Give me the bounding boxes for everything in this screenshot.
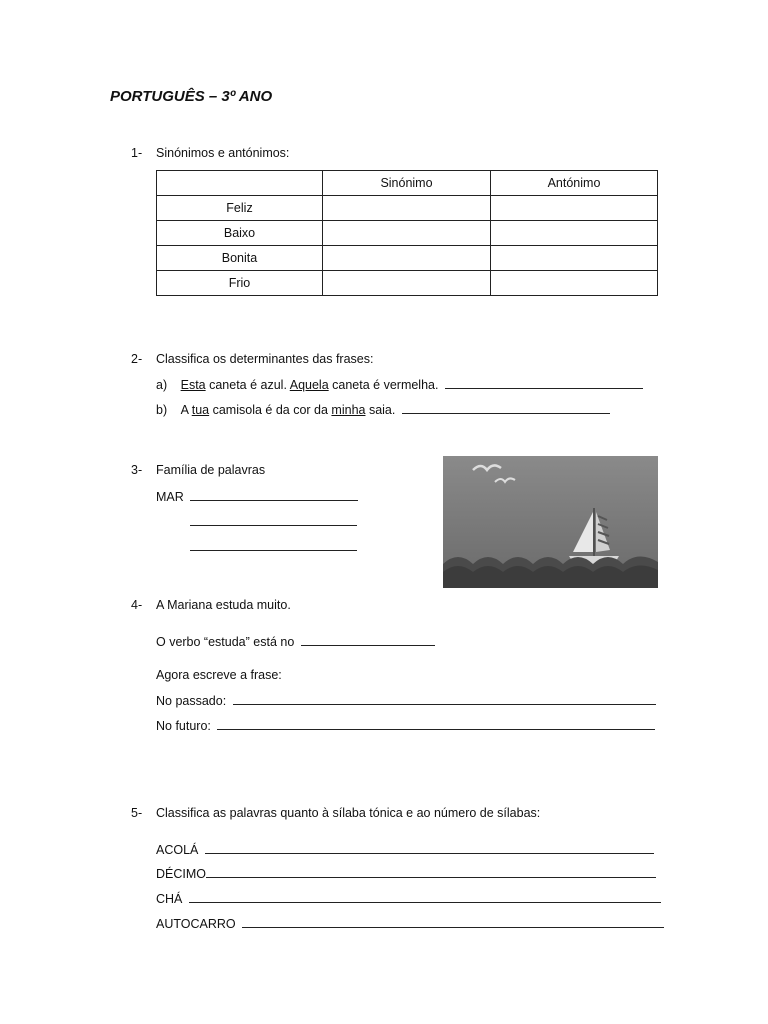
- table-header-row: [157, 171, 658, 196]
- q4-future-line: [156, 717, 655, 733]
- q5-word-line: [156, 865, 656, 881]
- q3-word: MAR: [156, 490, 184, 504]
- q4-write-text: Agora escreve a frase:: [156, 668, 282, 682]
- table-header-cell: [157, 171, 323, 196]
- table-row: [157, 246, 658, 271]
- q5-word: ACOLÁ: [156, 843, 199, 857]
- answer-cell[interactable]: [323, 221, 491, 246]
- answer-cell[interactable]: [491, 196, 658, 221]
- q2a-word1: Esta: [180, 378, 206, 392]
- q5-word-line: [156, 841, 654, 857]
- answer-cell[interactable]: [491, 271, 658, 296]
- answer-cell[interactable]: [323, 196, 491, 221]
- answer-cell[interactable]: [323, 246, 491, 271]
- q2a-line: [156, 376, 643, 392]
- answer-cell[interactable]: [491, 246, 658, 271]
- q4-text: A Mariana estuda muito.: [156, 598, 291, 612]
- table-row: [157, 196, 658, 221]
- q5-word: DÉCIMO: [156, 867, 206, 881]
- q5-word: CHÁ: [156, 892, 183, 906]
- page-title: PORTUGUÊS – 3º ANO: [110, 88, 273, 105]
- q4-future-answer-line[interactable]: [217, 717, 655, 730]
- q2a-text2: caneta é vermelha.: [328, 378, 439, 392]
- q2a-text1: caneta é azul.: [205, 378, 287, 392]
- q3-answer-line-3[interactable]: [190, 538, 357, 551]
- q4-verb-line: [156, 633, 435, 649]
- table-header-cell: Sinónimo: [323, 171, 491, 196]
- q4-past-label: No passado:: [156, 694, 227, 708]
- q4-past-line: [156, 692, 656, 708]
- q2b-text0: A: [180, 403, 192, 417]
- q3-text: Família de palavras: [156, 463, 266, 477]
- q2b-answer-line[interactable]: [402, 401, 610, 414]
- q5-answer-line[interactable]: [206, 865, 656, 878]
- q5-number: 5-: [131, 806, 143, 820]
- row-word: Frio: [157, 271, 323, 296]
- answer-cell[interactable]: [491, 221, 658, 246]
- q3-answer-line-1[interactable]: [190, 488, 358, 501]
- q3-answer-line-3-wrap: [187, 538, 357, 554]
- q2a-word2: Aquela: [289, 378, 329, 392]
- q5-text: Classifica as palavras quanto à sílaba tónica e ao número de sílabas:: [156, 806, 541, 820]
- q5-answer-line[interactable]: [242, 915, 664, 928]
- q5-word-line: [156, 890, 661, 906]
- row-word: Baixo: [157, 221, 323, 246]
- q2-text: Classifica os determinantes das frases:: [156, 352, 374, 366]
- q2-number: 2-: [131, 352, 143, 366]
- row-word: Feliz: [157, 196, 323, 221]
- q4-verb-text: O verbo “estuda” está no: [156, 635, 295, 649]
- q3-word-line: [156, 488, 358, 504]
- q1-text: Sinónimos e antónimos:: [156, 146, 290, 160]
- sailboat-image: [443, 456, 658, 588]
- q4-future-label: No futuro:: [156, 719, 211, 733]
- table-row: [157, 221, 658, 246]
- q5-word: AUTOCARRO: [156, 917, 236, 931]
- q2b-label: b): [156, 403, 168, 417]
- q2b-line: [156, 401, 610, 417]
- q5-answer-line[interactable]: [205, 841, 654, 854]
- q2a-answer-line[interactable]: [445, 376, 643, 389]
- q3-number: 3-: [131, 463, 143, 477]
- q4-tense-answer-line[interactable]: [301, 633, 435, 646]
- q2b-text1: camisola é da cor da: [209, 403, 332, 417]
- synonym-table: [156, 170, 658, 296]
- q1-number: 1-: [131, 146, 143, 160]
- q2b-text2: saia.: [365, 403, 396, 417]
- q4-past-answer-line[interactable]: [233, 692, 656, 705]
- q2a-label: a): [156, 378, 168, 392]
- q4-number: 4-: [131, 598, 143, 612]
- table-header-cell: Antónimo: [491, 171, 658, 196]
- table-row: [157, 271, 658, 296]
- q5-answer-line[interactable]: [189, 890, 661, 903]
- q2b-word1: tua: [191, 403, 210, 417]
- q3-answer-line-2-wrap: [187, 513, 357, 529]
- q2b-word2: minha: [331, 403, 366, 417]
- q5-word-line: [156, 915, 664, 931]
- q3-answer-line-2[interactable]: [190, 513, 357, 526]
- row-word: Bonita: [157, 246, 323, 271]
- answer-cell[interactable]: [323, 271, 491, 296]
